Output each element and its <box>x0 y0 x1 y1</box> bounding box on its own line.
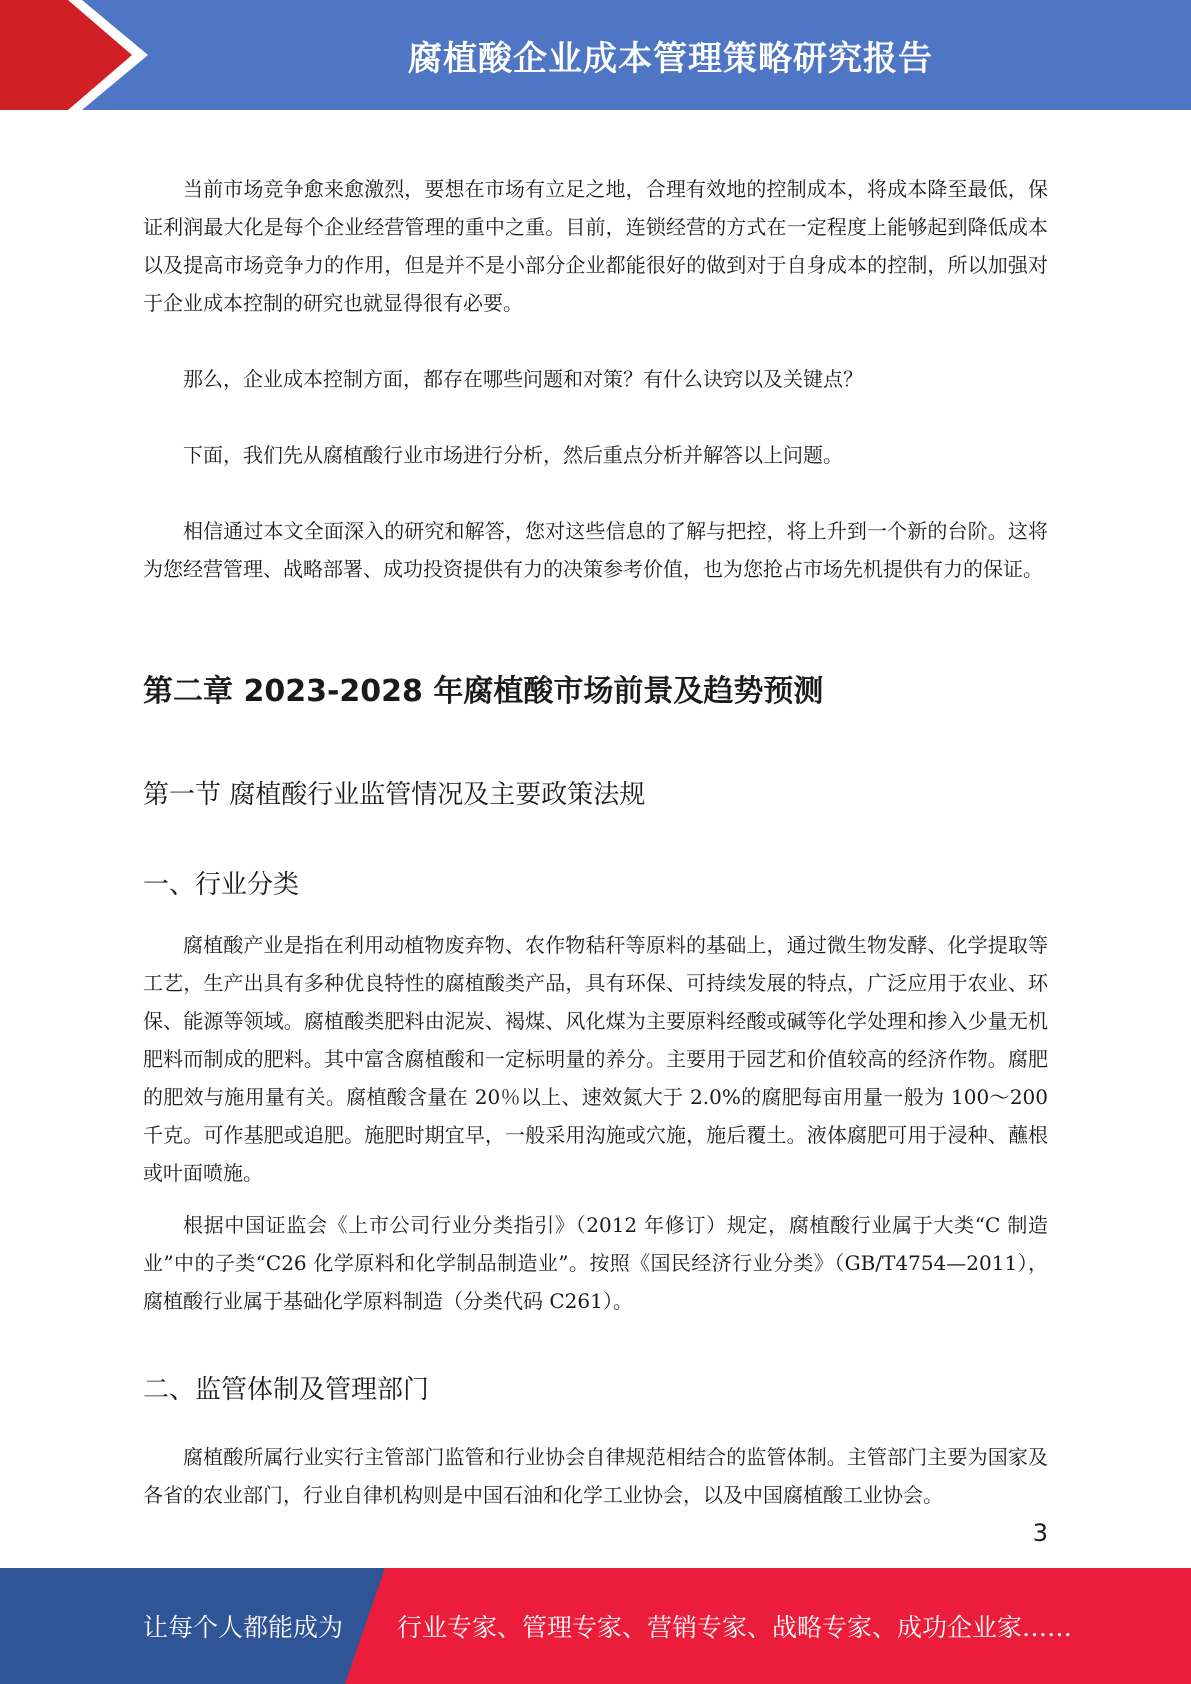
subsection-1-body <box>143 926 1048 1320</box>
intro-paragraph-4: 相信通过本文全面深入的研究和解答，您对这些信息的了解与把控，将上升到一个新的台阶。这将为您经营管理、战略部署、成功投资提供有力的决策参考价值，也为您抢占市场先机提供有力的保证。 <box>143 519 1048 581</box>
subsection-2-title: 二、监管体制及管理部门 <box>143 1375 430 1405</box>
footer-slogan-right: 行业专家、管理专家、营销专家、战略专家、成功企业家…… <box>397 1613 1073 1642</box>
footer-slogan-left: 让每个人都能成为 <box>143 1613 344 1642</box>
report-title: 腐植酸企业成本管理策略研究报告 <box>408 38 933 79</box>
classification-paragraph-2: 根据中国证监会《上市公司行业分类指引》（2012 年修订）规定，腐植酸行业属于大类“C 制造业”中的子类“C26 化学原料和化学制品制造业”。按照《国民经济行业分类》（GB/T4754—2011），腐植酸行业属于基础化学原料制造（分类代码 C261）。 <box>143 1213 1048 1313</box>
footer-bar <box>0 1568 1191 1684</box>
intro-paragraph-1: 当前市场竞争愈来愈激烈，要想在市场有立足之地，合理有效地的控制成本，将成本降至最低，保证利润最大化是每个企业经营管理的重中之重。目前，连锁经营的方式在一定程度上能够起到降低成本以及提高市场竞争力的作用，但是并不是小部分企业都能很好的做到对于自身成本的控制，所以加强对于企业成本控制的研究也就显得很有必要。 <box>143 177 1048 315</box>
page-number: 3 <box>1032 1519 1048 1547</box>
header-bar <box>0 0 1191 110</box>
chevron-arrow-icon <box>0 0 160 110</box>
intro-paragraph-3: 下面，我们先从腐植酸行业市场进行分析，然后重点分析并解答以上问题。 <box>183 443 843 467</box>
classification-paragraph-1: 腐植酸产业是指在利用动植物废弃物、农作物秸秆等原料的基础上，通过微生物发酵、化学提取等工艺，生产出具有多种优良特性的腐植酸类产品，具有环保、可持续发展的特点，广泛应用于农业、环保、能源等领域。腐植酸类肥料由泥炭、褐煤、风化煤为主要原料经酸或碱等化学处理和掺入少量无机肥料而制成的肥料。其中富含腐植酸和一定标明量的养分。主要用于园艺和价值较高的经济作物。腐肥的肥效与施用量有关。腐植酸含量在 20％以上、速效氮大于 2.0%的腐肥每亩用量一般为 100～200 千克。可作基肥或追肥。施肥时期宜早，一般采用沟施或穴施，施后覆土。液体腐肥可用于浸种、蘸根或叶面喷施。 <box>143 933 1048 1185</box>
regulation-paragraph-1: 腐植酸所属行业实行主管部门监管和行业协会自律规范相结合的监管体制。主管部门主要为国家及各省的农业部门，行业自律机构则是中国石油和化学工业协会，以及中国腐植酸工业协会。 <box>143 1445 1048 1507</box>
subsection-2-body <box>143 1438 1048 1514</box>
intro-section <box>143 170 1048 588</box>
subsection-1-title: 一、行业分类 <box>143 870 300 900</box>
section-title: 第一节 腐植酸行业监管情况及主要政策法规 <box>143 780 646 810</box>
chapter-title: 第二章 2023-2028 年腐植酸市场前景及趋势预测 <box>143 674 824 709</box>
intro-paragraph-2: 那么，企业成本控制方面，都存在哪些问题和对策？有什么诀窍以及关键点？ <box>183 367 863 391</box>
